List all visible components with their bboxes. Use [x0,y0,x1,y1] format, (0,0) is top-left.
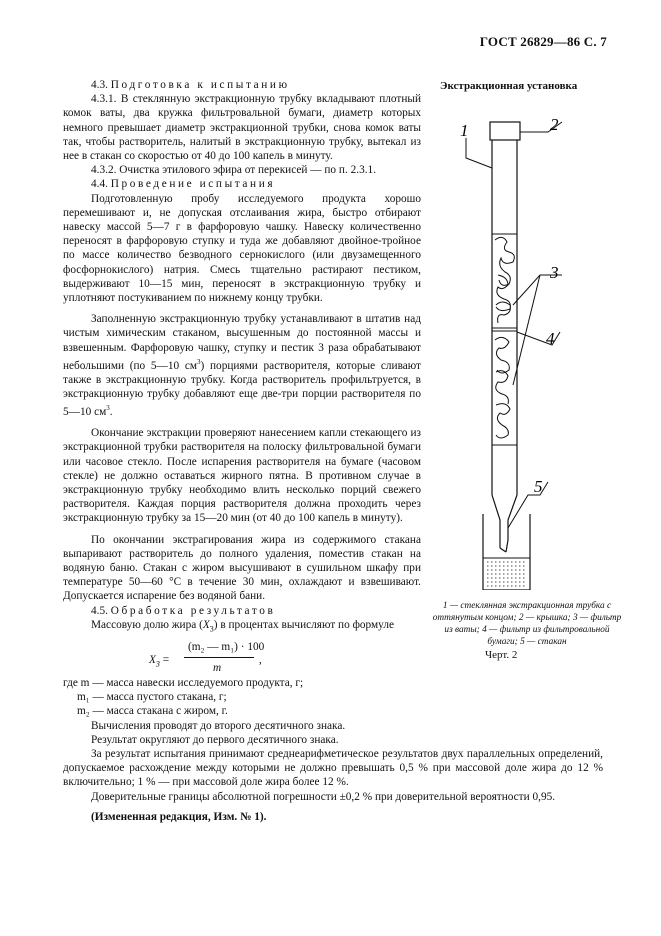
main-text-column [63,78,421,688]
section-4-4-heading: 4.4. Проведение испытания [91,178,276,191]
calc-precision: Вычисления проводят до второго десятичного знака. [91,719,346,732]
lid [490,122,520,140]
tube-tip-right [506,540,508,552]
leader-3 [513,275,562,385]
paragraph-4-4-d: По окончании экстрагирования жира из содержимого стакана выпаривают растворитель до полного удаления, поместив стакан на водяную баню. Стакан с жиром высушивают в сушильном шкафу при температуре 50—60 °С в течение 30 мин, охлаждают и взвешивают. Допускается испарение без водяной бани. [63,533,421,603]
label-3: 3 [550,263,559,282]
figure-number: Черт. 2 [485,649,518,661]
tube-tapered-end [492,495,517,540]
extraction-apparatus-figure [440,100,590,590]
confidence-paragraph: Доверительные границы абсолютной погрешности ±0,2 % при доверительной вероятности 0,95. [91,790,556,803]
legend-m: где m — масса навески исследуемого продукта, г; [63,677,304,689]
paragraph-4-5-formula-intro: Массовую долю жира $(X_3)$ в процентах вычисляют по формуле [91,618,394,634]
section-4-3-heading: 4.3. Подготовка к испытанию [91,79,290,91]
legend-m1: m₁ — масса пустого стакана, г; [77,691,227,704]
formula-lhs: $X_3$ = [149,654,170,669]
label-1: 1 [460,121,469,140]
label-5: 5 [534,477,543,496]
paragraph-4-4-c: Окончание экстракции проверяют нанесением капли стекающего из экстракционной трубки растворителя на полоску фильтровальной бумаги или часовое стекло. После испарения растворителя на бумаге (часовом стекле) не должно оставаться жирного пятна. В противном случае в экстракционную трубку необходимо влить несколько порций свежего растворителя. Каждая порция растворителя должна проходить через экстракционную трубку за 15—20 мин (от 40 до 100 капель в минуту). [63,427,421,525]
edition-note: (Измененная редакция, Изм. № 1). [91,810,267,823]
tube-tip-bevel [500,548,506,552]
label-4: 4 [546,329,555,348]
formula-numerator: (m₂ — m₁) · 100 [188,641,265,654]
paragraph-4-3-1: 4.3.1. В стеклянную экстракционную трубку вкладывают плотный комок ваты, два кружка фильтровальной бумаги, диаметр которых немного превышает диаметр экстракционной трубки, снова комок ваты так, чтобы растворитель, налитый в экстракционную трубку, вытекал из нее в стакан со скоростью от 40 до 100 капель в минуту. [63,93,421,163]
beaker-liquid-dots [487,562,527,586]
section-4-5-heading: 4.5. Обработка результатов [91,604,276,617]
cotton-filter-upper [495,237,514,323]
formula-comma: , [259,654,262,667]
paragraph-4-3-2: 4.3.2. Очистка этилового эфира от перекисей — по п. 2.3.1. [91,164,377,177]
leader-1 [466,138,492,168]
cotton-filter-lower [495,337,510,438]
paragraph-4-4-a: Подготовленную пробу исследуемого продукта хорошо перемешивают и, не допуская отслаивания жира, быстро отбирают навеску массой 5—7 г в фарфоровую чашку. Навеску количественно переносят в фарфоровую ступку и туда же добавляют двойное-тройное по массе количество безводного сернокислого (или двузамещенного фосфорнокислого) натрия. Смесь тщательно растирают пестиком, выдерживают 10—15 мин, переносят в экстракционную трубку и уплотняют постукиванием по нижнему концу трубки. [63,192,421,305]
label-2: 2 [550,115,559,134]
formula-fraction-bar [184,657,254,658]
paragraph-4-4-b: Заполненную экстракционную трубку устанавливают в штатив над чистым химическим стаканом, высушенным до постоянной массы и взвешенным. Фарфоровую чашку, ступку и пестик 3 раза обрабатывают небольшими (по 5—10 $см^3$) порциями растворителя, которые сливают также в экстракционную трубку. Когда растворитель профильтруется, в экстракционную трубку добавляют еще две-три порции растворителя по 5—10 $см^3$. [63,313,421,418]
rounding: Результат округляют до первого десятичного знака. [91,733,339,746]
bottom-text [63,676,603,824]
page-header: ГОСТ 26829—86 С. 7 [479,34,607,49]
formula-denominator: m [213,662,222,675]
figure-caption: 1 — стеклянная экстракционная трубка с оттянутым концом; 2 — крышка; 3 — фильтр из ваты; 4 — фильтр из фильтровальной бумаги; 5 — стакан [432,601,622,647]
result-paragraph: За результат испытания принимают среднеарифметическое результатов двух параллельных определений, допускаемое расхождение между которыми не должно превышать 0,5 % при массовой доле жира до 12 % включительно; 1 % — при массовой доле жира более 12 %. [63,748,603,789]
legend-m2: m₂ — масса стакана с жиром, г. [77,705,228,718]
figure-title: Экстракционная установка [440,80,578,92]
